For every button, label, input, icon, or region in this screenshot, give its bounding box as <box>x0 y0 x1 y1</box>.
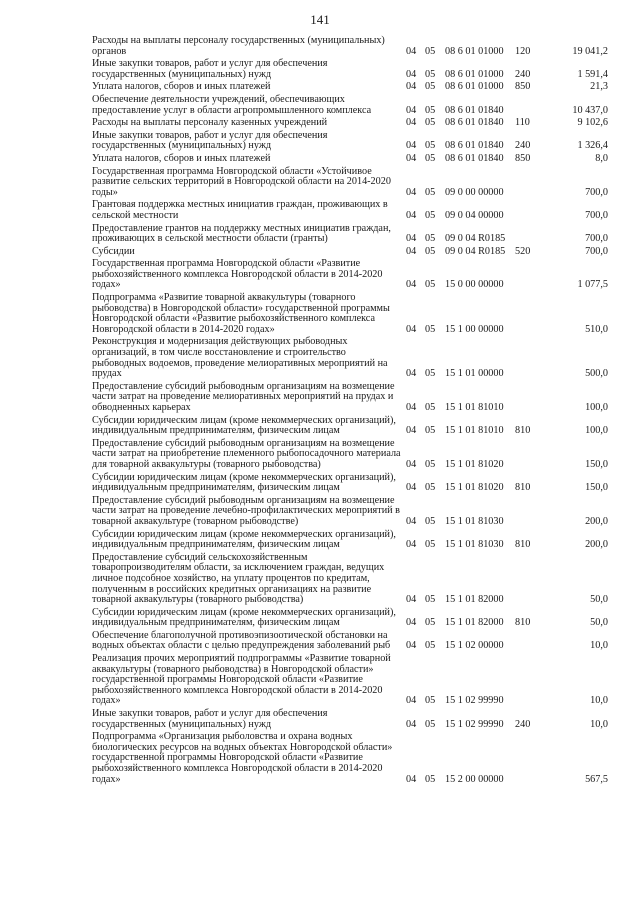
expense-type-code: 810 <box>515 617 531 629</box>
expense-type-code: 240 <box>515 140 531 152</box>
expense-name: Уплата налогов, сборов и иных платежей <box>92 152 271 164</box>
target-article-code: 15 1 01 81020 <box>445 482 504 494</box>
table-row <box>92 118 608 131</box>
expense-type-code <box>515 293 543 337</box>
amount: 200,0 <box>585 539 608 551</box>
expense-type-code <box>515 654 543 709</box>
expense-name: Расходы на выплаты персоналу государственных (муниципальных) органов <box>92 35 385 57</box>
table-row <box>92 631 608 654</box>
subsection-code: 05 <box>425 81 436 93</box>
section-code: 04 <box>406 209 417 221</box>
subsection-code: 05 <box>425 594 436 606</box>
amount: 700,0 <box>585 245 608 257</box>
amount: 200,0 <box>585 515 608 527</box>
amount: 10,0 <box>590 718 608 730</box>
table-row <box>92 259 608 293</box>
subsection-code: 05 <box>425 718 436 730</box>
target-article-code: 08 6 01 01000 <box>445 45 504 57</box>
section-code: 04 <box>406 81 417 93</box>
table-row <box>92 439 608 473</box>
table-row <box>92 473 608 496</box>
section-code: 04 <box>406 640 417 652</box>
expense-type-code <box>515 439 543 473</box>
table-row <box>92 608 608 631</box>
section-code: 04 <box>406 482 417 494</box>
subsection-code: 05 <box>425 245 436 257</box>
amount: 10 437,0 <box>572 104 608 116</box>
target-article-code: 09 0 04 00000 <box>445 209 504 221</box>
amount: 50,0 <box>590 594 608 606</box>
amount: 10,0 <box>590 695 608 707</box>
target-article-code: 15 1 01 00000 <box>445 368 504 380</box>
target-article-code: 08 6 01 01840 <box>445 104 504 116</box>
expense-name: Субсидии юридическим лицам (кроме некоммерческих организаций), индивидуальным предпринимателям, физическим лицам <box>92 414 396 437</box>
target-article-code: 15 1 00 00000 <box>445 323 504 335</box>
section-code: 04 <box>406 140 417 152</box>
expense-name: Государственная программа Новгородской области «Устойчивое развитие сельских территорий в Новгородской области на 2014-2020 годы» <box>92 165 391 198</box>
amount: 1 077,5 <box>577 279 608 291</box>
amount: 8,0 <box>595 152 608 164</box>
expense-type-code <box>515 553 543 608</box>
table-row <box>92 337 608 381</box>
target-article-code: 09 0 00 00000 <box>445 186 504 198</box>
subsection-code: 05 <box>425 458 436 470</box>
section-code: 04 <box>406 152 417 164</box>
expense-type-code: 810 <box>515 539 531 551</box>
table-row <box>92 654 608 709</box>
subsection-code: 05 <box>425 368 436 380</box>
section-code: 04 <box>406 617 417 629</box>
expense-type-code: 850 <box>515 152 531 164</box>
section-code: 04 <box>406 718 417 730</box>
section-code: 04 <box>406 117 417 129</box>
expense-type-code: 850 <box>515 81 531 93</box>
expense-name: Обеспечение деятельности учреждений, обеспечивающих предоставление услуг в области агропромышленного комплекса <box>92 93 372 116</box>
expense-name: Грантовая поддержка местных инициатив граждан, проживающих в сельской местности <box>92 199 388 221</box>
target-article-code: 15 1 01 82000 <box>445 617 504 629</box>
expense-type-code <box>515 732 543 787</box>
table-row <box>92 95 608 118</box>
table-row <box>92 382 608 416</box>
expense-name: Субсидии <box>92 245 135 257</box>
section-code: 04 <box>406 279 417 291</box>
subsection-code: 05 <box>425 152 436 164</box>
expense-name: Расходы на выплаты персоналу казенных учреждений <box>92 117 328 129</box>
expense-name: Предоставление субсидий сельскохозяйственным товаропроизводителям области, за исключением граждан, ведущих личное подсобное хозяйство, на уплату процентов по кредитам, полученным в российских кредитных организациях на развитие товарной аквакультуры (товарного рыбоводства) <box>92 551 385 606</box>
subsection-code: 05 <box>425 117 436 129</box>
amount: 21,3 <box>590 81 608 93</box>
target-article-code: 08 6 01 01840 <box>445 140 504 152</box>
section-code: 04 <box>406 594 417 606</box>
table-row <box>92 709 608 732</box>
section-code: 04 <box>406 458 417 470</box>
subsection-code: 05 <box>425 640 436 652</box>
amount: 700,0 <box>585 186 608 198</box>
amount: 100,0 <box>585 425 608 437</box>
table-row <box>92 530 608 553</box>
expense-type-code <box>515 631 543 654</box>
subsection-code: 05 <box>425 539 436 551</box>
amount: 1 326,4 <box>577 140 608 152</box>
expense-name: Иные закупки товаров, работ и услуг для обеспечения государственных (муниципальных) нужд <box>92 58 328 80</box>
target-article-code: 15 1 01 81030 <box>445 539 504 551</box>
target-article-code: 09 0 04 R0185 <box>445 233 506 245</box>
section-code: 04 <box>406 245 417 257</box>
table-row <box>92 36 608 59</box>
expense-name: Иные закупки товаров, работ и услуг для обеспечения государственных (муниципальных) нужд <box>92 708 328 730</box>
table-row <box>92 154 608 167</box>
expense-name: Обеспечение благополучной противоэпизоотической обстановки на водных объектах области с целью предупреждения заболеваний рыб <box>92 629 391 652</box>
expense-type-code: 110 <box>515 117 530 129</box>
amount: 150,0 <box>585 482 608 494</box>
section-code: 04 <box>406 323 417 335</box>
target-article-code: 08 6 01 01000 <box>445 68 504 80</box>
subsection-code: 05 <box>425 695 436 707</box>
subsection-code: 05 <box>425 773 436 785</box>
subsection-code: 05 <box>425 323 436 335</box>
table-row <box>92 732 608 787</box>
target-article-code: 15 1 01 81020 <box>445 458 504 470</box>
expense-name: Подпрограмма «Организация рыболовства и охрана водных биологических ресурсов на водных объектах Новгородской области» государственной программы Новгородской области «Развитие рыбохозяйственного комплекса Новгородской области в 2014-2020 годах» <box>92 731 393 785</box>
expense-name: Предоставление субсидий рыбоводным организациям на возмещение части затрат на проведение лечебно-профилактических мероприятий в товарной аквакультуре (товарном рыбоводстве) <box>92 494 400 527</box>
expense-type-code: 240 <box>515 718 531 730</box>
table-row <box>92 167 608 201</box>
section-code: 04 <box>406 402 417 413</box>
subsection-code: 05 <box>425 515 436 527</box>
target-article-code: 15 1 01 81010 <box>445 425 504 437</box>
amount: 567,5 <box>585 773 608 785</box>
target-article-code: 08 6 01 01840 <box>445 152 504 164</box>
expense-name: Субсидии юридическим лицам (кроме некоммерческих организаций), индивидуальным предпринимателям, физическим лицам <box>92 528 396 551</box>
target-article-code: 09 0 04 R0185 <box>445 245 506 257</box>
amount: 1 591,4 <box>577 68 608 80</box>
expense-type-code <box>515 167 543 201</box>
table-row <box>92 200 608 223</box>
section-code: 04 <box>406 104 417 116</box>
table-row <box>92 553 608 608</box>
table-row <box>92 59 608 82</box>
budget-table <box>92 36 608 787</box>
subsection-code: 05 <box>425 617 436 629</box>
amount: 10,0 <box>590 640 608 652</box>
section-code: 04 <box>406 45 417 57</box>
amount: 50,0 <box>590 617 608 629</box>
expense-type-code <box>515 496 543 530</box>
expense-type-code <box>515 95 543 118</box>
amount: 9 102,6 <box>577 117 608 129</box>
expense-type-code <box>515 382 543 416</box>
expense-type-code: 810 <box>515 482 531 494</box>
section-code: 04 <box>406 368 417 380</box>
subsection-code: 05 <box>425 402 436 413</box>
expense-name: Предоставление субсидий рыбоводным организациям на возмещение части затрат на приобретение племенного рыбопосадочного материала для товарной аквакультуры (товарного рыбоводства) <box>92 437 401 470</box>
target-article-code: 08 6 01 01000 <box>445 81 504 93</box>
section-code: 04 <box>406 539 417 551</box>
subsection-code: 05 <box>425 425 436 437</box>
amount: 510,0 <box>585 323 608 335</box>
target-article-code: 15 1 02 99990 <box>445 695 504 707</box>
amount: 700,0 <box>585 209 608 221</box>
subsection-code: 05 <box>425 68 436 80</box>
expense-type-code: 520 <box>515 245 531 257</box>
expense-type-code <box>515 224 543 247</box>
expense-type-code <box>515 259 543 293</box>
table-row <box>92 416 608 439</box>
target-article-code: 15 2 00 00000 <box>445 773 504 785</box>
expense-type-code: 240 <box>515 68 531 80</box>
expense-name: Предоставление грантов на поддержку местных инициатив граждан, проживающих в сельской местности области (гранты) <box>92 222 391 245</box>
amount: 500,0 <box>585 368 608 380</box>
target-article-code: 15 1 01 82000 <box>445 594 504 606</box>
expense-type-code: 120 <box>515 45 531 57</box>
expense-name: Реконструкция и модернизация действующих рыбоводных организаций, в том числе восстановление и строительство рыбоводных водоемов, проведение мелиоративных мероприятий на прудах <box>92 336 388 380</box>
amount: 100,0 <box>585 402 608 413</box>
expense-name: Субсидии юридическим лицам (кроме некоммерческих организаций), индивидуальным предпринимателям, физическим лицам <box>92 471 396 494</box>
subsection-code: 05 <box>425 482 436 494</box>
subsection-code: 05 <box>425 279 436 291</box>
subsection-code: 05 <box>425 233 436 245</box>
expense-name: Подпрограмма «Развитие товарной аквакультуры (товарного рыбоводства) в Новгородской области» государственной программы Новгородской области «Развитие рыбохозяйственного комплекса Новгородской области в 2014-2020 годах» <box>92 292 390 335</box>
target-article-code: 08 6 01 01840 <box>445 117 504 129</box>
budget-table-body <box>92 36 608 787</box>
section-code: 04 <box>406 515 417 527</box>
expense-name: Уплата налогов, сборов и иных платежей <box>92 81 271 93</box>
expense-type-code <box>515 337 543 381</box>
target-article-code: 15 1 02 99990 <box>445 718 504 730</box>
amount: 19 041,2 <box>572 45 608 57</box>
amount: 150,0 <box>585 458 608 470</box>
table-row <box>92 496 608 530</box>
section-code: 04 <box>406 425 417 437</box>
expense-name: Иные закупки товаров, работ и услуг для обеспечения государственных (муниципальных) нужд <box>92 129 328 152</box>
expense-type-code: 810 <box>515 425 531 437</box>
subsection-code: 05 <box>425 140 436 152</box>
target-article-code: 15 1 01 81010 <box>445 402 504 413</box>
subsection-code: 05 <box>425 209 436 221</box>
expense-name: Реализация прочих мероприятий подпрограммы «Развитие товарной аквакультуры (товарного рыбоводства) в Новгородской области» государственной программы Новгородской области «Развитие рыбохозяйственного комплекса Новгородской области в 2014-2020 годах» <box>92 653 391 707</box>
section-code: 04 <box>406 233 417 245</box>
expense-name: Предоставление субсидий рыбоводным организациям на возмещение части затрат на проведение мелиоративных мероприятий на прудах и обводненных карьерах <box>92 380 395 413</box>
section-code: 04 <box>406 68 417 80</box>
target-article-code: 15 1 02 00000 <box>445 640 504 652</box>
amount: 700,0 <box>585 233 608 245</box>
subsection-code: 05 <box>425 104 436 116</box>
expense-name: Государственная программа Новгородской области «Развитие рыбохозяйственного комплекса Новгородской области в 2014-2020 годах» <box>92 258 383 291</box>
subsection-code: 05 <box>425 45 436 57</box>
table-row <box>92 131 608 154</box>
section-code: 04 <box>406 695 417 707</box>
section-code: 04 <box>406 773 417 785</box>
subsection-code: 05 <box>425 186 436 198</box>
table-row <box>92 293 608 337</box>
expense-name: Субсидии юридическим лицам (кроме некоммерческих организаций), индивидуальным предпринимателям, физическим лицам <box>92 606 396 629</box>
table-row <box>92 224 608 247</box>
section-code: 04 <box>406 186 417 198</box>
page-number: 141 <box>310 12 330 27</box>
target-article-code: 15 0 00 00000 <box>445 279 504 291</box>
expense-type-code <box>515 200 543 223</box>
target-article-code: 15 1 01 81030 <box>445 515 504 527</box>
